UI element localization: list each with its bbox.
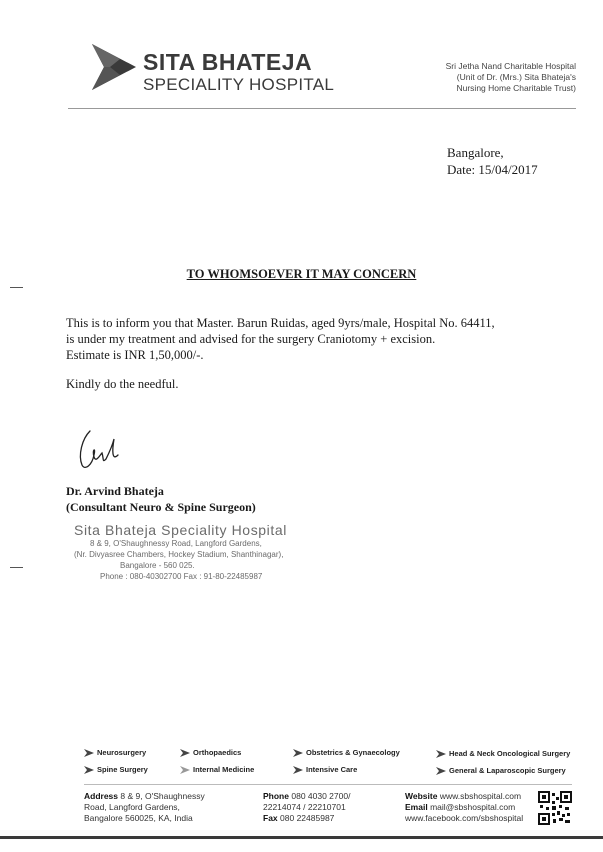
hospital-logo-icon <box>90 42 138 92</box>
qr-code-icon[interactable] <box>538 791 572 825</box>
service-item: Head & Neck Oncological Surgery <box>436 749 570 758</box>
brand-subtitle: SPECIALITY HOSPITAL <box>143 75 335 94</box>
signature-icon <box>72 425 132 475</box>
trust-line: Sri Jetha Nand Charitable Hospital <box>445 61 576 71</box>
hospital-stamp <box>74 522 287 582</box>
chevron-right-icon <box>180 766 190 774</box>
service-item: Internal Medicine <box>180 765 254 774</box>
place: Bangalore, <box>447 145 504 160</box>
footer-bar <box>0 836 603 839</box>
body-line: is under my treatment and advised for the surgery Craniotomy + excision. <box>66 332 436 346</box>
stamp-line: Phone : 080-40302700 Fax : 91-80-22485987 <box>100 572 263 581</box>
margin-mark <box>10 567 23 568</box>
body-line: Estimate is INR 1,50,000/-. <box>66 348 204 362</box>
chevron-right-icon <box>180 749 190 757</box>
trust-line: (Unit of Dr. (Mrs.) Sita Bhateja's <box>456 72 576 82</box>
header-divider <box>68 108 576 109</box>
margin-mark <box>10 287 23 288</box>
footer-phone: Phone 080 4030 2700/ 22214074 / 22210701 Fax 080 22485987 <box>263 791 351 823</box>
stamp-line: 8 & 9, O'Shaughnessy Road, Langford Gardens, <box>90 539 262 548</box>
chevron-right-icon <box>436 750 446 758</box>
chevron-right-icon <box>293 766 303 774</box>
letter-date: Date: 15/04/2017 <box>447 162 538 177</box>
body-line: This is to inform you that Master. Barun Ruidas, aged 9yrs/male, Hospital No. 64411, <box>66 316 495 330</box>
email-link[interactable]: mail@sbshospital.com <box>430 802 516 812</box>
chevron-right-icon <box>84 766 94 774</box>
chevron-right-icon <box>84 749 94 757</box>
stamp-line: (Nr. Divyasree Chambers, Hockey Stadium, Shanthinagar), <box>74 550 284 559</box>
doctor-name: Dr. Arvind Bhateja <box>66 484 164 498</box>
footer-divider <box>84 784 572 785</box>
chevron-right-icon <box>293 749 303 757</box>
letter-body <box>66 315 566 363</box>
doctor-title: (Consultant Neuro & Spine Surgeon) <box>66 500 256 514</box>
website-link[interactable]: www.sbshospital.com <box>439 791 522 801</box>
service-item: Obstetrics & Gynaecology <box>293 748 400 757</box>
trust-line: Nursing Home Charitable Trust) <box>456 83 576 93</box>
stamp-title: Sita Bhateja Speciality Hospital <box>74 522 287 538</box>
facebook-link[interactable]: www.facebook.com/sbshospital <box>405 813 524 823</box>
footer-web: Website www.sbshospital.com Email mail@sbshospital.com www.facebook.com/sbshospital <box>405 791 524 823</box>
chevron-right-icon <box>436 767 446 775</box>
stamp-line: Bangalore - 560 025. <box>120 561 195 570</box>
closing-line: Kindly do the needful. <box>66 377 179 391</box>
service-item: General & Laparoscopic Surgery <box>436 766 566 775</box>
service-item: Orthopaedics <box>180 748 241 757</box>
footer-address: Address 8 & 9, O'Shaughnessy Road, Langford Gardens, Bangalore 560025, KA, India <box>84 791 205 823</box>
service-item: Spine Surgery <box>84 765 148 774</box>
place-date-block <box>447 144 538 178</box>
brand-name: SITA BHATEJA <box>143 49 313 75</box>
letter-subject: TO WHOMSOEVER IT MAY CONCERN <box>186 267 417 281</box>
service-item: Intensive Care <box>293 765 357 774</box>
service-item: Neurosurgery <box>84 748 146 757</box>
trust-info <box>396 61 576 94</box>
